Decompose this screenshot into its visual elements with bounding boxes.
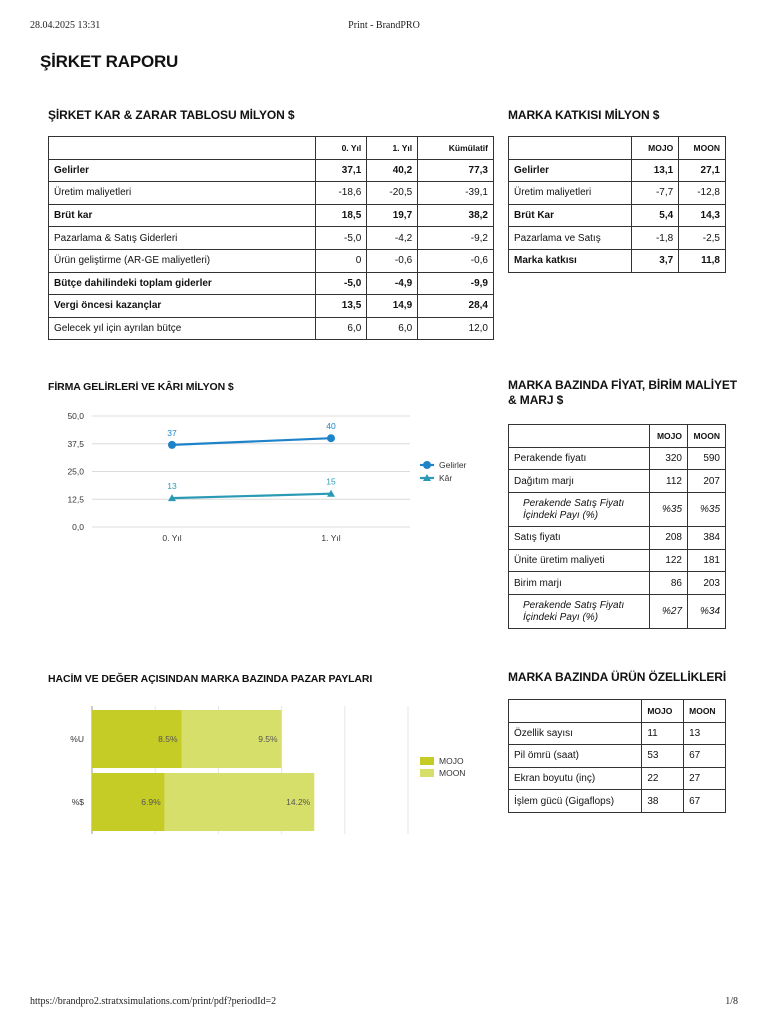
- column-header: MOON: [684, 700, 726, 723]
- cell-value: %34: [688, 595, 726, 629]
- cell-value: -9,2: [418, 227, 494, 250]
- product-features-table: [508, 699, 726, 813]
- table-row: [49, 272, 494, 295]
- data-label: 6.9%: [141, 797, 161, 807]
- page-number: 1/8: [725, 996, 738, 1007]
- table-row: [509, 447, 726, 470]
- cell-value: 67: [684, 790, 726, 813]
- profit-loss-table: [48, 136, 494, 340]
- cell-value: 27: [684, 767, 726, 790]
- data-label: 15: [326, 476, 336, 487]
- row-label: Ürün geliştirme (AR-GE maliyetleri): [49, 249, 316, 272]
- table-row: [509, 767, 726, 790]
- column-header: 0. Yıl: [316, 137, 367, 160]
- revenue-profit-line-chart: [48, 405, 508, 545]
- table-row: [509, 572, 726, 595]
- cell-value: 77,3: [418, 159, 494, 182]
- row-label: Gelecek yıl için ayrılan bütçe: [49, 317, 316, 340]
- table-row: [49, 227, 494, 250]
- row-label: Gelirler: [509, 159, 632, 182]
- table-row: [49, 249, 494, 272]
- cell-value: %35: [688, 493, 726, 527]
- table-row: [49, 317, 494, 340]
- cell-value: -1,8: [632, 227, 679, 250]
- cell-value: 5,4: [632, 204, 679, 227]
- legend-swatch: [420, 757, 434, 765]
- y-tick-label: 25,0: [67, 466, 84, 477]
- row-label: Gelirler: [49, 159, 316, 182]
- print-title: Print - BrandPRO: [348, 20, 420, 31]
- cell-value: -20,5: [367, 182, 418, 205]
- row-label: Pazarlama ve Satış: [509, 227, 632, 250]
- cell-value: 38,2: [418, 204, 494, 227]
- row-label: Marka katkısı: [509, 249, 632, 272]
- y-tick-label: 12,5: [67, 494, 84, 505]
- cell-value: -5,0: [316, 272, 367, 295]
- cell-value: 208: [650, 527, 688, 550]
- data-point: [327, 434, 335, 442]
- cell-value: 181: [688, 549, 726, 572]
- legend-swatch: [420, 769, 434, 777]
- cell-value: 112: [650, 470, 688, 493]
- table-row: [49, 182, 494, 205]
- table-row: [49, 295, 494, 318]
- cell-value: 22: [642, 767, 684, 790]
- cell-value: 590: [688, 447, 726, 470]
- column-header: MOJO: [642, 700, 684, 723]
- cell-value: 53: [642, 745, 684, 768]
- cell-value: 384: [688, 527, 726, 550]
- row-label: Üretim maliyetleri: [49, 182, 316, 205]
- cell-value: -0,6: [418, 249, 494, 272]
- cell-value: -7,7: [632, 182, 679, 205]
- column-header: MOJO: [632, 137, 679, 160]
- column-header: [509, 137, 632, 160]
- cell-value: 14,3: [679, 204, 726, 227]
- table-header-row: [509, 137, 726, 160]
- print-header: [30, 20, 738, 34]
- print-date: 28.04.2025 13:31: [30, 20, 101, 31]
- y-tick-label: %U: [70, 734, 84, 744]
- row-label: Vergi öncesi kazançlar: [49, 295, 316, 318]
- cell-value: %27: [650, 595, 688, 629]
- x-tick-label: 1. Yıl: [321, 533, 341, 543]
- bar-chart-title: HACİM VE DEĞER AÇISINDAN MARKA BAZINDA PAZAR PAYLARI: [48, 673, 373, 685]
- table-row: [509, 745, 726, 768]
- cell-value: -5,0: [316, 227, 367, 250]
- row-label: Üretim maliyetleri: [509, 182, 632, 205]
- row-label: Brüt kar: [49, 204, 316, 227]
- cell-value: 13: [684, 722, 726, 745]
- cell-value: 27,1: [679, 159, 726, 182]
- cell-value: 12,0: [418, 317, 494, 340]
- cell-value: -4,2: [367, 227, 418, 250]
- cell-value: 11: [642, 722, 684, 745]
- row-label: Perakende fiyatı: [509, 447, 650, 470]
- row-label: Brüt Kar: [509, 204, 632, 227]
- table-row: [509, 493, 726, 527]
- legend-label: Gelirler: [439, 460, 467, 470]
- cell-value: -0,6: [367, 249, 418, 272]
- column-header: [49, 137, 316, 160]
- table-row: [509, 227, 726, 250]
- table-row: [509, 470, 726, 493]
- cell-value: 18,5: [316, 204, 367, 227]
- table-header-row: [49, 137, 494, 160]
- column-header: MOON: [679, 137, 726, 160]
- table-row: [509, 527, 726, 550]
- table-row: [509, 790, 726, 813]
- report-title: ŞİRKET RAPORU: [40, 52, 179, 71]
- row-label: Birim marjı: [509, 572, 650, 595]
- cell-value: 207: [688, 470, 726, 493]
- table-row: [509, 159, 726, 182]
- column-header: 1. Yıl: [367, 137, 418, 160]
- bc-table-title: MARKA KATKISI MİLYON $: [508, 108, 660, 122]
- table-row: [509, 549, 726, 572]
- cell-value: 11,8: [679, 249, 726, 272]
- data-point: [168, 441, 176, 449]
- cell-value: 122: [650, 549, 688, 572]
- cell-value: -12,8: [679, 182, 726, 205]
- legend-marker: [423, 461, 431, 469]
- cell-value: 86: [650, 572, 688, 595]
- column-header: [509, 425, 650, 448]
- cell-value: 3,7: [632, 249, 679, 272]
- cell-value: 28,4: [418, 295, 494, 318]
- cell-value: -9,9: [418, 272, 494, 295]
- cell-value: -39,1: [418, 182, 494, 205]
- row-label: Pazarlama & Satış Giderleri: [49, 227, 316, 250]
- cell-value: 6,0: [316, 317, 367, 340]
- table-header-row: [509, 425, 726, 448]
- data-label: 8.5%: [158, 734, 178, 744]
- cell-value: 40,2: [367, 159, 418, 182]
- cell-value: 203: [688, 572, 726, 595]
- cell-value: 13,5: [316, 295, 367, 318]
- cell-value: 320: [650, 447, 688, 470]
- row-label: Bütçe dahilindeki toplam giderler: [49, 272, 316, 295]
- data-label: 37: [167, 427, 177, 438]
- y-tick-label: 37,5: [67, 438, 84, 449]
- cell-value: 0: [316, 249, 367, 272]
- y-tick-label: %$: [71, 797, 84, 807]
- y-tick-label: 0,0: [72, 522, 84, 532]
- column-header: Kümülatif: [418, 137, 494, 160]
- pf-table-title: MARKA BAZINDA ÜRÜN ÖZELLİKLERİ: [508, 670, 727, 684]
- data-label: 14.2%: [286, 797, 311, 807]
- cell-value: 6,0: [367, 317, 418, 340]
- print-url: https://brandpro2.stratxsimulations.com/print/pdf?periodId=2: [30, 996, 277, 1007]
- row-label: Perakende Satış Fiyatı İçindeki Payı (%): [509, 493, 650, 527]
- row-label: Perakende Satış Fiyatı İçindeki Payı (%): [509, 595, 650, 629]
- y-tick-label: 50,0: [67, 411, 84, 421]
- brand-contribution-table: [508, 136, 726, 273]
- column-header: MOJO: [650, 425, 688, 448]
- row-label: Ünite üretim maliyeti: [509, 549, 650, 572]
- pl-table-title: ŞİRKET KAR & ZARAR TABLOSU MİLYON $: [48, 108, 295, 122]
- cell-value: -2,5: [679, 227, 726, 250]
- row-label: İşlem gücü (Gigaflops): [509, 790, 642, 813]
- series-line: [172, 494, 331, 498]
- line-chart-title: FİRMA GELİRLERİ VE KÂRI MİLYON $: [48, 381, 234, 393]
- table-row: [509, 722, 726, 745]
- print-footer: [30, 996, 738, 1010]
- price-cost-margin-table: [508, 424, 726, 629]
- cell-value: 13,1: [632, 159, 679, 182]
- cell-value: %35: [650, 493, 688, 527]
- row-label: Dağıtım marjı: [509, 470, 650, 493]
- table-row: [509, 595, 726, 629]
- pc-table-title: MARKA BAZINDA FİYAT, BİRİM MALİYET & MARJ $: [508, 378, 738, 407]
- data-label: 40: [326, 421, 336, 432]
- cell-value: -18,6: [316, 182, 367, 205]
- x-tick-label: 0. Yıl: [162, 533, 182, 543]
- row-label: Pil ömrü (saat): [509, 745, 642, 768]
- column-header: [509, 700, 642, 723]
- table-row: [49, 159, 494, 182]
- table-row: [509, 182, 726, 205]
- legend-label: MOJO: [439, 756, 464, 766]
- cell-value: 19,7: [367, 204, 418, 227]
- market-share-bar-chart: [48, 700, 478, 840]
- table-header-row: [509, 700, 726, 723]
- column-header: MOON: [688, 425, 726, 448]
- cell-value: 14,9: [367, 295, 418, 318]
- data-label: 13: [167, 481, 177, 492]
- row-label: Ekran boyutu (inç): [509, 767, 642, 790]
- legend-label: Kâr: [439, 473, 453, 483]
- row-label: Özellik sayısı: [509, 722, 642, 745]
- table-row: [509, 249, 726, 272]
- cell-value: 37,1: [316, 159, 367, 182]
- cell-value: 67: [684, 745, 726, 768]
- row-label: Satış fiyatı: [509, 527, 650, 550]
- table-row: [509, 204, 726, 227]
- cell-value: 38: [642, 790, 684, 813]
- table-row: [49, 204, 494, 227]
- cell-value: -4,9: [367, 272, 418, 295]
- legend-label: MOON: [439, 768, 466, 778]
- data-label: 9.5%: [258, 734, 278, 744]
